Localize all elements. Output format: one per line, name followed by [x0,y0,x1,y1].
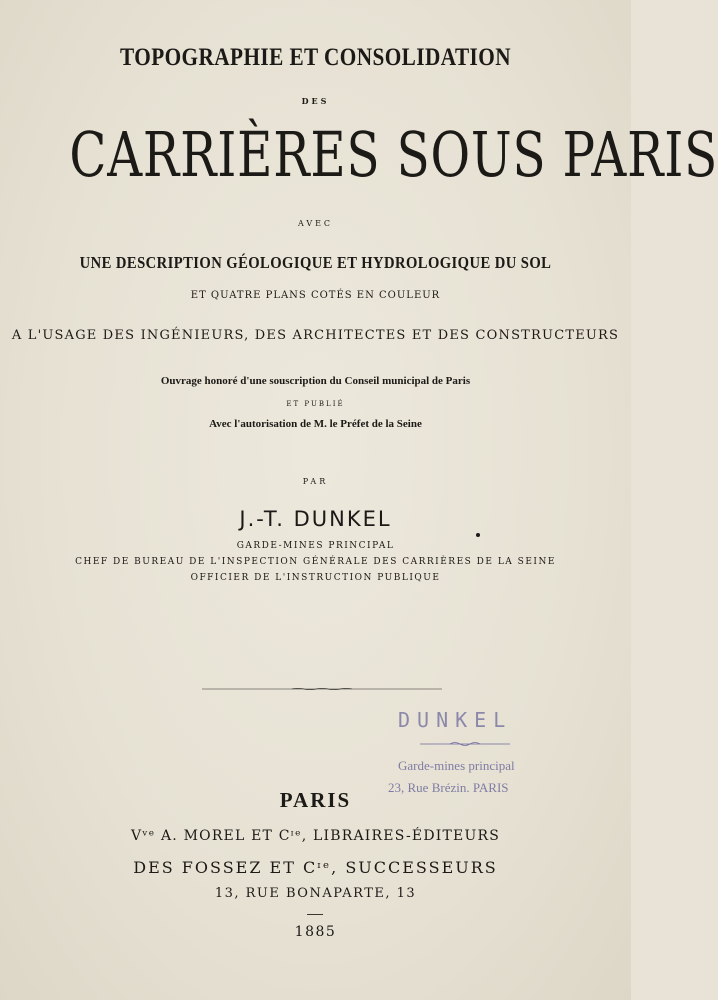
author-title-3: OFFICIER DE L'INSTRUCTION PUBLIQUE [190,573,441,583]
ornamental-rule [202,688,442,690]
stamp-name: DUNKEL [398,708,513,732]
imprint-successors: DES FOSSEZ ET Cᶦᵉ, SUCCESSEURS [133,858,498,877]
ink-dot [476,533,480,537]
honor-connector: ET PUBLIÉ [286,400,345,408]
subtitle-description: UNE DESCRIPTION GÉOLOGIQUE ET HYDROLOGIQUE DU SOL [79,253,552,272]
author-title-2: CHEF DE BUREAU DE L'INSPECTION GÉNÉRALE DES CARRIÈRES DE LA SEINE [75,557,556,567]
author-connector: PAR [302,477,329,486]
imprint-year: 1885 [294,924,337,940]
subtitle-plans: ET QUATRE PLANS COTÉS EN COULEUR [190,290,441,301]
title-line-1: TOPOGRAPHIE ET CONSOLIDATION [120,44,511,71]
author-title-1: GARDE-MINES PRINCIPAL [236,541,395,551]
stamp-title-line: Garde-mines principal [398,758,515,773]
imprint-city: PARIS [279,788,352,812]
subtitle-connector: AVEC [297,219,334,228]
honor-authorization: Avec l'autorisation de M. le Préfet de la Seine [209,418,422,430]
subtitle-usage: A L'USAGE DES INGÉNIEURS, DES ARCHITECTES ET DES CONSTRUCTEURS [11,328,620,343]
author-name: J.-T. DUNKEL [239,507,392,531]
imprint-address: 13, RUE BONAPARTE, 13 [214,886,417,901]
honor-subscription: Ouvrage honoré d'une souscription du Conseil municipal de Paris [160,375,471,387]
main-title: CARRIÈRES SOUS PARIS [69,118,718,191]
stamp-address-line: 23, Rue Brézin. PARIS [388,780,509,795]
title-connector: DES [301,96,330,106]
imprint-publisher: Vᵛᵉ A. MOREL ET Cᶦᵉ, LIBRAIRES-ÉDITEURS [131,828,500,844]
year-separator [307,914,323,915]
stamp-flourish [420,741,510,747]
